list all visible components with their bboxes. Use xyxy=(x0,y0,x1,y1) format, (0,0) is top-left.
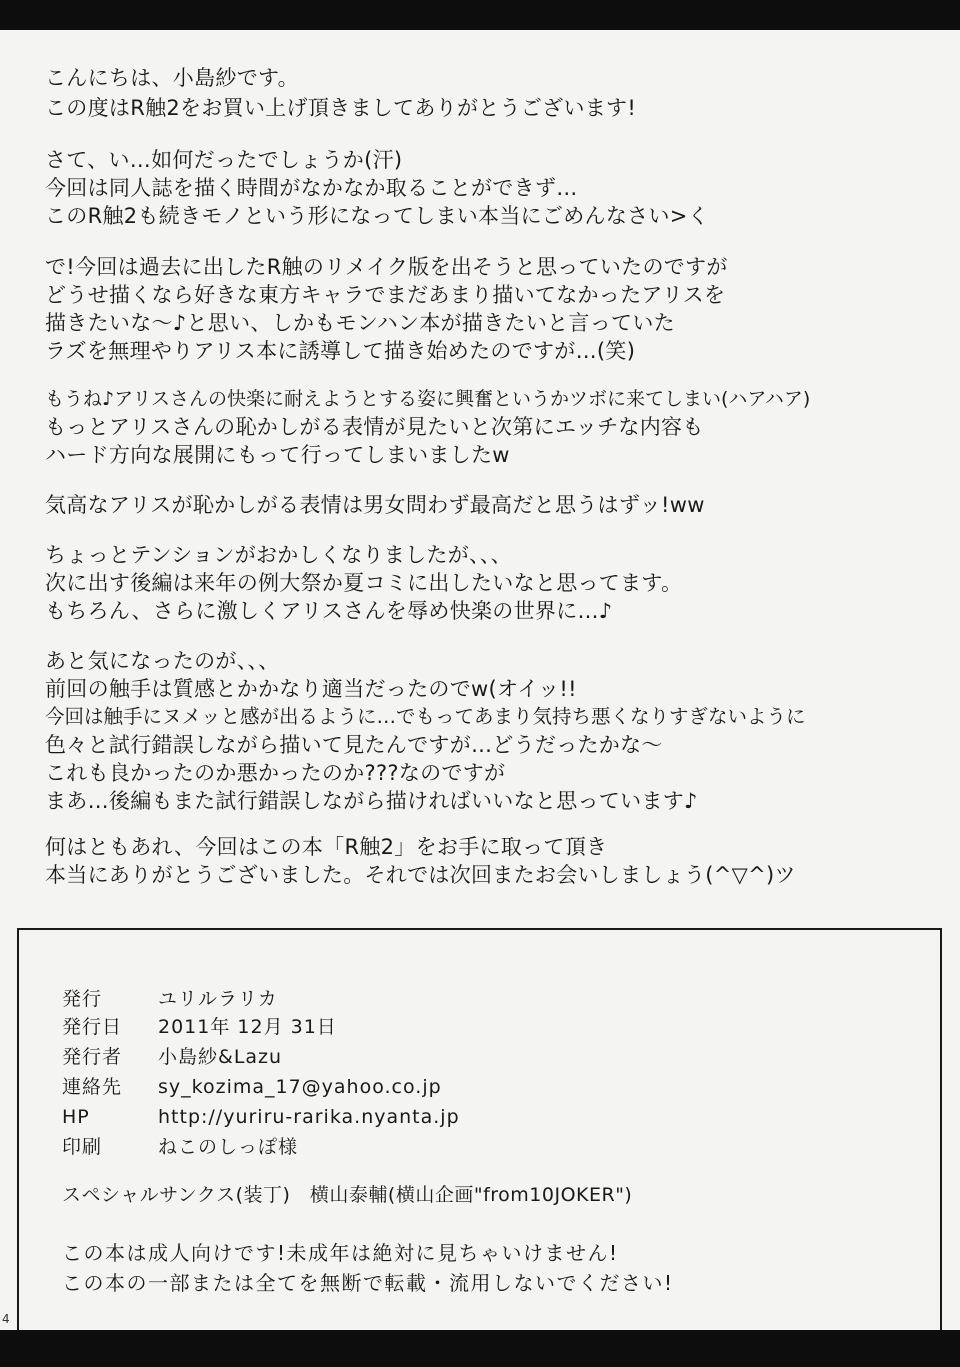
colophon-value-contact: sy_kozima_17@yahoo.co.jp xyxy=(158,1076,442,1098)
colophon-value-homepage: http://yuriru-rarika.nyanta.jp xyxy=(158,1106,460,1128)
afterword-line: このR触2も続きモノという形になってしまい本当にごめんなさい>く xyxy=(45,204,709,228)
colophon-label-contact: 連絡先 xyxy=(62,1076,123,1098)
afterword-line: 前回の触手は質感とかかなり適当だったのでw(オイッ!! xyxy=(45,677,577,701)
afterword-line: 今回は同人誌を描く時間がなかなか取ることができず… xyxy=(45,176,578,200)
copyright-notice: この本の一部または全てを無断で転載・流用しないでください! xyxy=(62,1271,674,1295)
afterword-line: まあ…後編もまた試行錯誤しながら描ければいいなと思っています♪ xyxy=(45,789,698,813)
colophon-label-homepage: HP xyxy=(62,1106,90,1128)
afterword-line: これも良かったのか悪かったのか???なのですが xyxy=(45,761,506,785)
afterword-line: あと気になったのが、、、 xyxy=(45,649,280,673)
afterword-line: 描きたいな〜♪と思い、しかもモンハン本が描きたいと言っていた xyxy=(45,311,675,335)
afterword-line: もうね♪アリスさんの快楽に耐えようとする姿に興奮というかツボに来てしまい(ハアハア) xyxy=(45,388,811,410)
colophon-label-issuer: 発行者 xyxy=(62,1046,123,1068)
colophon-label-publisher: 発行 xyxy=(62,988,103,1010)
afterword-line: もっとアリスさんの恥かしがる表情が見たいと次第にエッチな内容も xyxy=(45,415,704,439)
afterword-line: どうせ描くなら好きな東方キャラでまだあまり描いてなかったアリスを xyxy=(45,283,726,307)
afterword-line: 色々と試行錯誤しながら描いて見たんですが…どうだったかな〜 xyxy=(45,733,663,757)
afterword-line: この度はR触2をお買い上げ頂きましてありがとうございます! xyxy=(45,96,637,120)
page-number: 4 xyxy=(2,1312,10,1326)
adult-notice: この本は成人向けです!未成年は絶対に見ちゃいけません! xyxy=(62,1241,619,1265)
afterword-line: で!今回は過去に出したR触のリメイク版を出そうと思っていたのですが xyxy=(45,255,728,279)
afterword-line: ちょっとテンションがおかしくなりましたが、、、 xyxy=(45,543,512,567)
colophon-value-date: 2011年 12月 31日 xyxy=(158,1016,337,1038)
colophon-label-printer: 印刷 xyxy=(62,1136,103,1158)
scan-bottom-border xyxy=(0,1330,960,1367)
afterword-line: ハード方向な展開にもって行ってしまいましたw xyxy=(45,443,510,467)
scan-top-border xyxy=(0,0,960,30)
colophon-value-issuer: 小島紗&Lazu xyxy=(158,1046,283,1068)
colophon-value-printer: ねこのしっぽ様 xyxy=(158,1136,299,1158)
afterword-line: 次に出す後編は来年の例大祭か夏コミに出したいなと思ってます。 xyxy=(45,571,683,595)
afterword-line: さて、い…如何だったでしょうか(汗) xyxy=(45,148,403,172)
afterword-line: 本当にありがとうございました。それでは次回またお会いしましょう(^▽^)ツ xyxy=(45,863,796,887)
afterword-line: 気高なアリスが恥かしがる表情は男女問わず最高だと思うはずッ!ww xyxy=(45,493,705,517)
afterword-line: 何はともあれ、今回はこの本「R触2」をお手に取って頂き xyxy=(45,835,608,859)
colophon-label-date: 発行日 xyxy=(62,1016,123,1038)
afterword-line: もちろん、さらに激しくアリスさんを辱め快楽の世界に…♪ xyxy=(45,599,613,623)
colophon-value-publisher: ユリルラリカ xyxy=(158,988,278,1010)
afterword-line: 今回は触手にヌメッと感が出るように…でもってあまり気持ち悪くなりすぎないように xyxy=(45,705,806,728)
afterword-line: ラズを無理やりアリス本に誘導して描き始めたのですが…(笑) xyxy=(45,339,636,363)
afterword-line: こんにちは、小島紗です。 xyxy=(45,66,299,90)
special-thanks: スペシャルサンクス(装丁) 横山泰輔(横山企画"from10JOKER") xyxy=(62,1184,633,1206)
